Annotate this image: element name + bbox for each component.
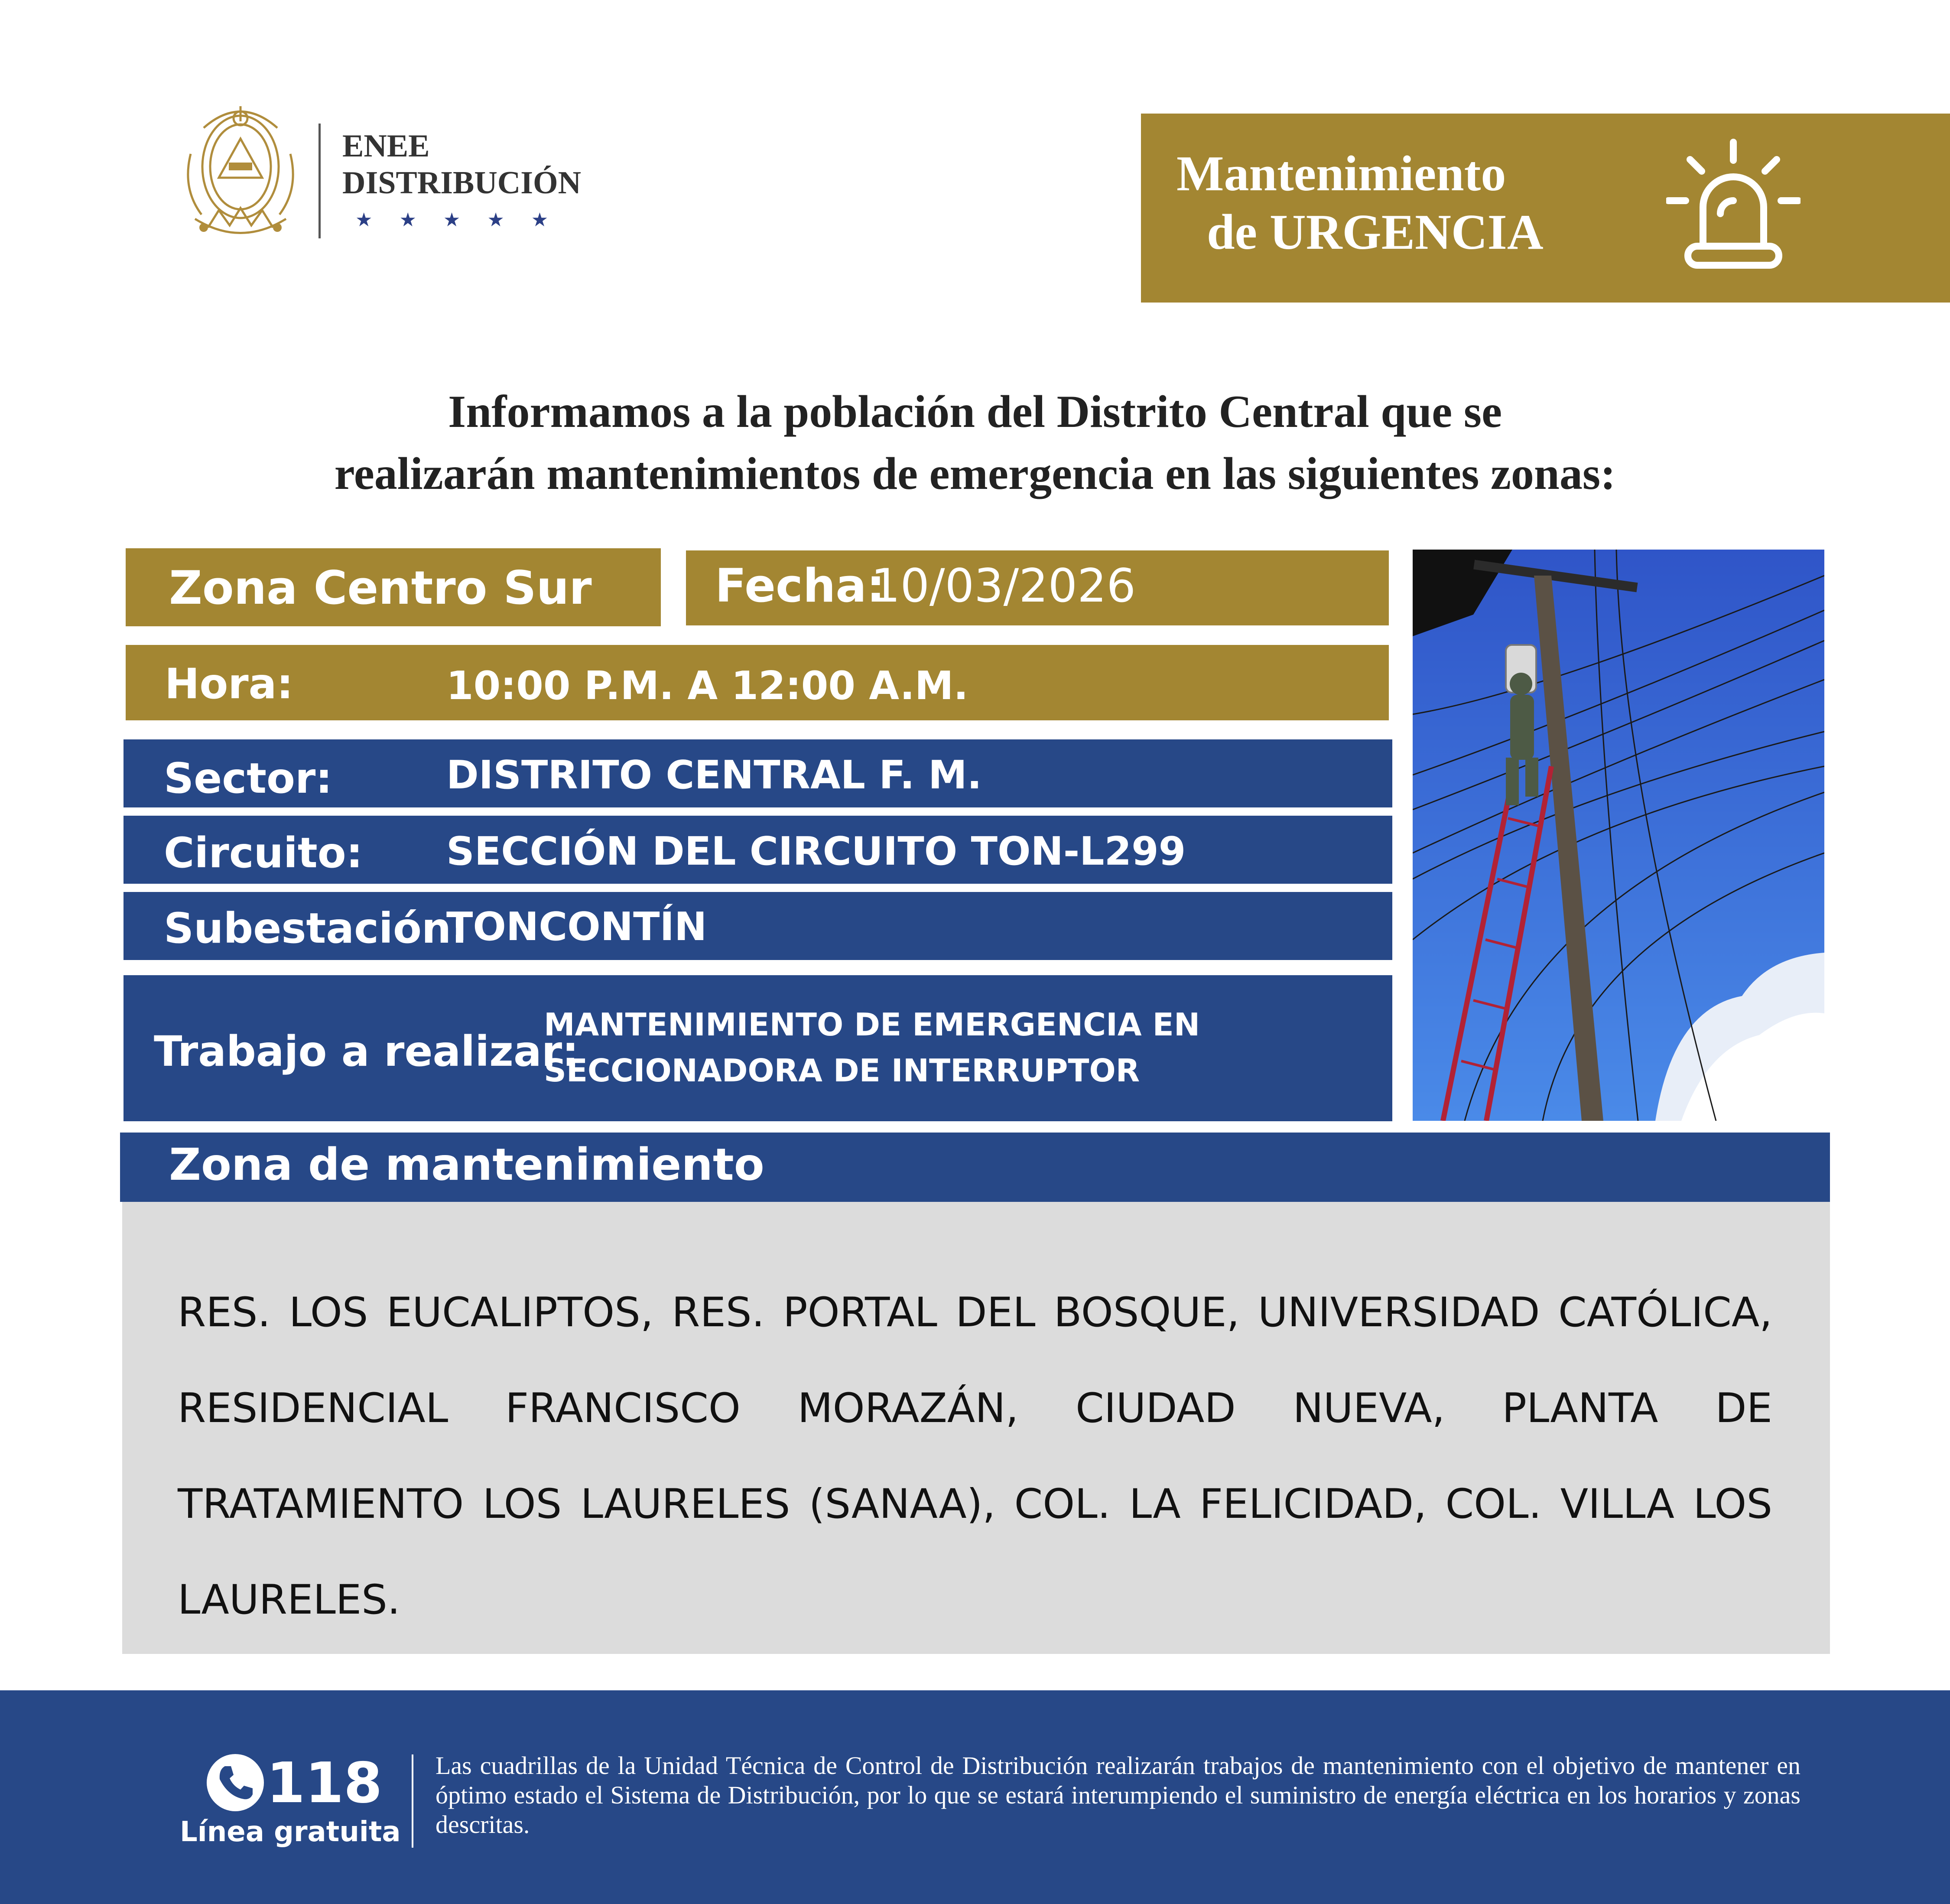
- zona-mantenimiento-list: RES. LOS EUCALIPTOS, RES. PORTAL DEL BOSQUE, UNIVERSIDAD CATÓLICA, RESIDENCIAL FRANCISCO MORAZÁN, CIUDAD NUEVA, PLANTA DE TRATAMIENTO LOS LAURELES (SANAA), COL. LA FELICIDAD, COL. VILLA LOS LAURELES.: [178, 1289, 1772, 1624]
- hora-label: Hora:: [165, 660, 293, 708]
- sector-value: DISTRITO CENTRAL F. M.: [446, 752, 982, 798]
- trabajo-value-line1: MANTENIMIENTO DE EMERGENCIA EN: [544, 1006, 1200, 1043]
- phone-icon: [206, 1753, 265, 1812]
- sector-label: Sector:: [164, 754, 332, 803]
- zone-name: Zona Centro Sur: [169, 561, 592, 615]
- subestacion-label: Subestación:: [164, 904, 468, 953]
- circuito-label: Circuito:: [164, 829, 363, 877]
- urgent-banner-title-line1: Mantenimiento: [1176, 146, 1506, 202]
- date-label: Fecha:: [715, 559, 885, 612]
- footer-divider: [412, 1754, 413, 1848]
- hora-value: 10:00 P.M. A 12:00 A.M.: [446, 663, 968, 709]
- date-value: 10/03/2026: [871, 559, 1136, 612]
- brand-name-distribucion: DISTRIBUCIÓN: [342, 165, 582, 201]
- footer-note: Las cuadrillas de la Unidad Técnica de Control de Distribución realizarán trabajos de mantenimiento con el objetivo de mantener en óptimo estado el Sistema de Distribución, por lo que se estará interumpiendo el suministro de energía eléctrica en los horarios y zonas descritas.: [436, 1751, 1800, 1839]
- siren-icon: [1666, 138, 1800, 272]
- intro-text: [0, 381, 1950, 504]
- honduras-coat-of-arms-logo: [178, 98, 303, 254]
- intro-line1: Informamos a la población del Distrito Central que se: [448, 386, 1502, 437]
- trabajo-label: Trabajo a realizar:: [154, 1027, 579, 1076]
- zona-mantenimiento-title: Zona de mantenimiento: [169, 1139, 764, 1191]
- logo-divider: [318, 124, 321, 238]
- subestacion-value: TONCONTÍN: [446, 904, 707, 950]
- phone-caption: Línea gratuita: [180, 1816, 401, 1848]
- brand-stars: ★★★★★: [355, 209, 575, 231]
- intro-line2: realizarán mantenimientos de emergencia en las siguientes zonas:: [334, 448, 1616, 499]
- lineman-on-pole-photo: [1413, 550, 1824, 1121]
- circuito-value: SECCIÓN DEL CIRCUITO TON-L299: [446, 829, 1186, 874]
- brand-name-enee: ENEE: [342, 128, 430, 164]
- phone-number: 118: [266, 1751, 383, 1816]
- trabajo-value-line2: SECCIONADORA DE INTERRUPTOR: [544, 1052, 1140, 1089]
- urgent-banner-title-line2: de URGENCIA: [1207, 205, 1544, 260]
